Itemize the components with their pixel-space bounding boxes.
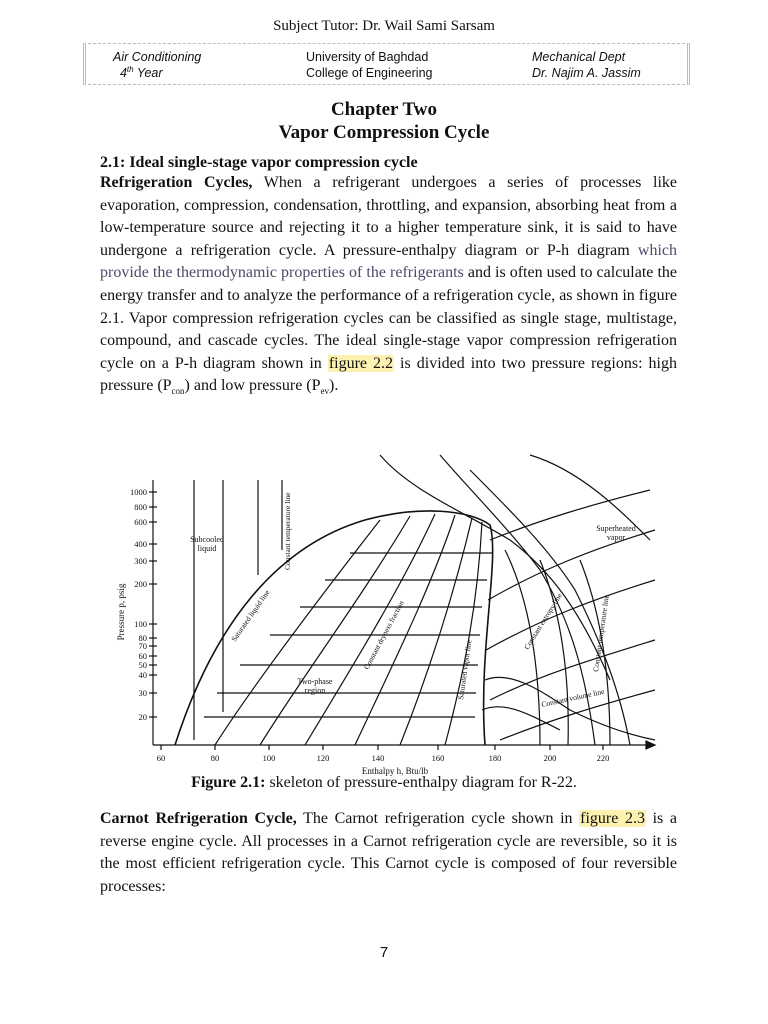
subcooled-label-2: liquid <box>197 544 217 553</box>
x-tick-180: 180 <box>488 753 502 763</box>
banner-department <box>532 49 641 81</box>
x-tick-200: 200 <box>543 753 557 763</box>
x-axis-label: Enthalpy h, Btu/lb <box>361 766 429 776</box>
y-tick-800: 800 <box>134 502 147 512</box>
instructor-name: Dr. Najim A. Jassim <box>532 66 641 80</box>
ph-diagram-figure <box>110 450 670 780</box>
section-heading: 2.1: Ideal single-stage vapor compression cycle <box>100 154 418 171</box>
figure-caption-text: skeleton of pressure-enthalpy diagram for R-22. <box>265 774 577 791</box>
y-tick-30: 30 <box>138 688 147 698</box>
subject-tutor: Subject Tutor: Dr. Wail Sami Sarsam <box>273 18 495 34</box>
page-number: 7 <box>379 944 389 961</box>
x-tick-100: 100 <box>262 753 276 763</box>
course-year: 4th Year <box>119 64 163 80</box>
y-tick-100: 100 <box>134 619 147 629</box>
x-axis-arrow <box>646 741 655 749</box>
chapter-name: Vapor Compression Cycle <box>278 122 490 143</box>
y-tick-400: 400 <box>134 539 147 549</box>
y-tick-200: 200 <box>134 579 147 589</box>
sat-vapor-label: Saturated vapor line <box>456 639 474 701</box>
two-phase-label-1: Two-phase <box>297 677 333 686</box>
paragraph-lead: Carnot Refrigeration Cycle, <box>100 810 297 827</box>
figure-2-3-reference[interactable]: figure 2.3 <box>580 810 645 827</box>
y-tick-50: 50 <box>138 660 147 670</box>
x-tick-80: 80 <box>210 753 220 763</box>
chapter-number: Chapter Two <box>330 99 438 120</box>
y-tick-80: 80 <box>138 633 147 643</box>
y-tick-60: 60 <box>138 651 147 661</box>
y-tick-20: 20 <box>138 712 147 722</box>
subcooled-label-1: Subcooled <box>190 535 224 544</box>
const-volume-label: Constant volume line <box>540 686 606 709</box>
const-temp-right-label: Constant temperature line <box>591 594 611 673</box>
department-name: Mechanical Dept <box>532 50 626 64</box>
paragraph-carnot-cycle: Carnot Refrigeration Cycle, The Carnot refrigeration cycle shown in figure 2.3 is a reverse engine cycle. All processes in a Carnot refrigeration cycle are reversible, so it is the most efficient refrigeration cycle. This Carnot cycle is composed of four reversible processes: <box>100 810 677 895</box>
x-tick-120: 120 <box>316 753 330 763</box>
y-tick-70: 70 <box>138 641 147 651</box>
course-banner <box>83 43 690 85</box>
college-name: College of Engineering <box>306 66 433 80</box>
figure-2-2-reference[interactable]: figure 2.2 <box>328 354 394 372</box>
const-temp-left-label: Constant temperature line <box>283 492 292 570</box>
y-tick-600: 600 <box>134 517 147 527</box>
y-tick-300: 300 <box>134 556 147 566</box>
x-tick-140: 140 <box>371 753 385 763</box>
paragraph-lead: Refrigeration Cycles, <box>100 174 253 191</box>
superheated-label-1: Superheated <box>596 524 636 533</box>
figure-caption-label: Figure 2.1: <box>191 774 266 791</box>
const-entropy-label: Constant entropy line <box>522 591 564 652</box>
banner-course <box>113 49 201 81</box>
paragraph-refrigeration-cycles: Refrigeration Cycles, When a refrigerant undergoes a series of processes like evaporation, compression, condensation, throttling, and expansion, absorbing heat from a low-temperature source and rejecting it to a higher temperature sink, it is said to have undergone a refrigeration cycle. A pressure-enthalpy diagram or P-h diagram which provide the thermodynamic properties of the refrigerants and is often used to calculate the energy transfer and to analyze the performance of a refrigeration cycle, as shown in figure 2.1. Vapor compression refrigeration cycles can be classified as single stage, multistage, compound, and cascade cycles. The ideal single-stage vapor compression refrigeration cycle on a P-h diagram shown in figure 2.2 is divided into two pressure regions: high pressure $(P_{con})$ and low pressure $(P_{ev})$. <box>100 174 678 397</box>
sat-liquid-label: Saturated liquid line <box>229 588 272 644</box>
course-name: Air Conditioning <box>113 50 202 64</box>
superheated-label-2: vapor <box>606 533 626 542</box>
two-phase-label-2: region <box>304 686 326 695</box>
y-tick-40: 40 <box>138 670 147 680</box>
ph-diagram <box>110 450 670 780</box>
university-name: University of Baghdad <box>306 50 429 64</box>
figure-caption <box>0 774 768 792</box>
x-tick-60: 60 <box>156 753 166 763</box>
chapter-title <box>0 98 768 144</box>
x-tick-220: 220 <box>596 753 610 763</box>
y-tick-1000: 1000 <box>130 487 147 497</box>
x-tick-160: 160 <box>431 753 445 763</box>
const-dryness-label: Constant dryness fraction <box>361 599 406 671</box>
y-axis-label: Pressure p, psig <box>116 583 126 641</box>
banner-university <box>306 49 432 81</box>
